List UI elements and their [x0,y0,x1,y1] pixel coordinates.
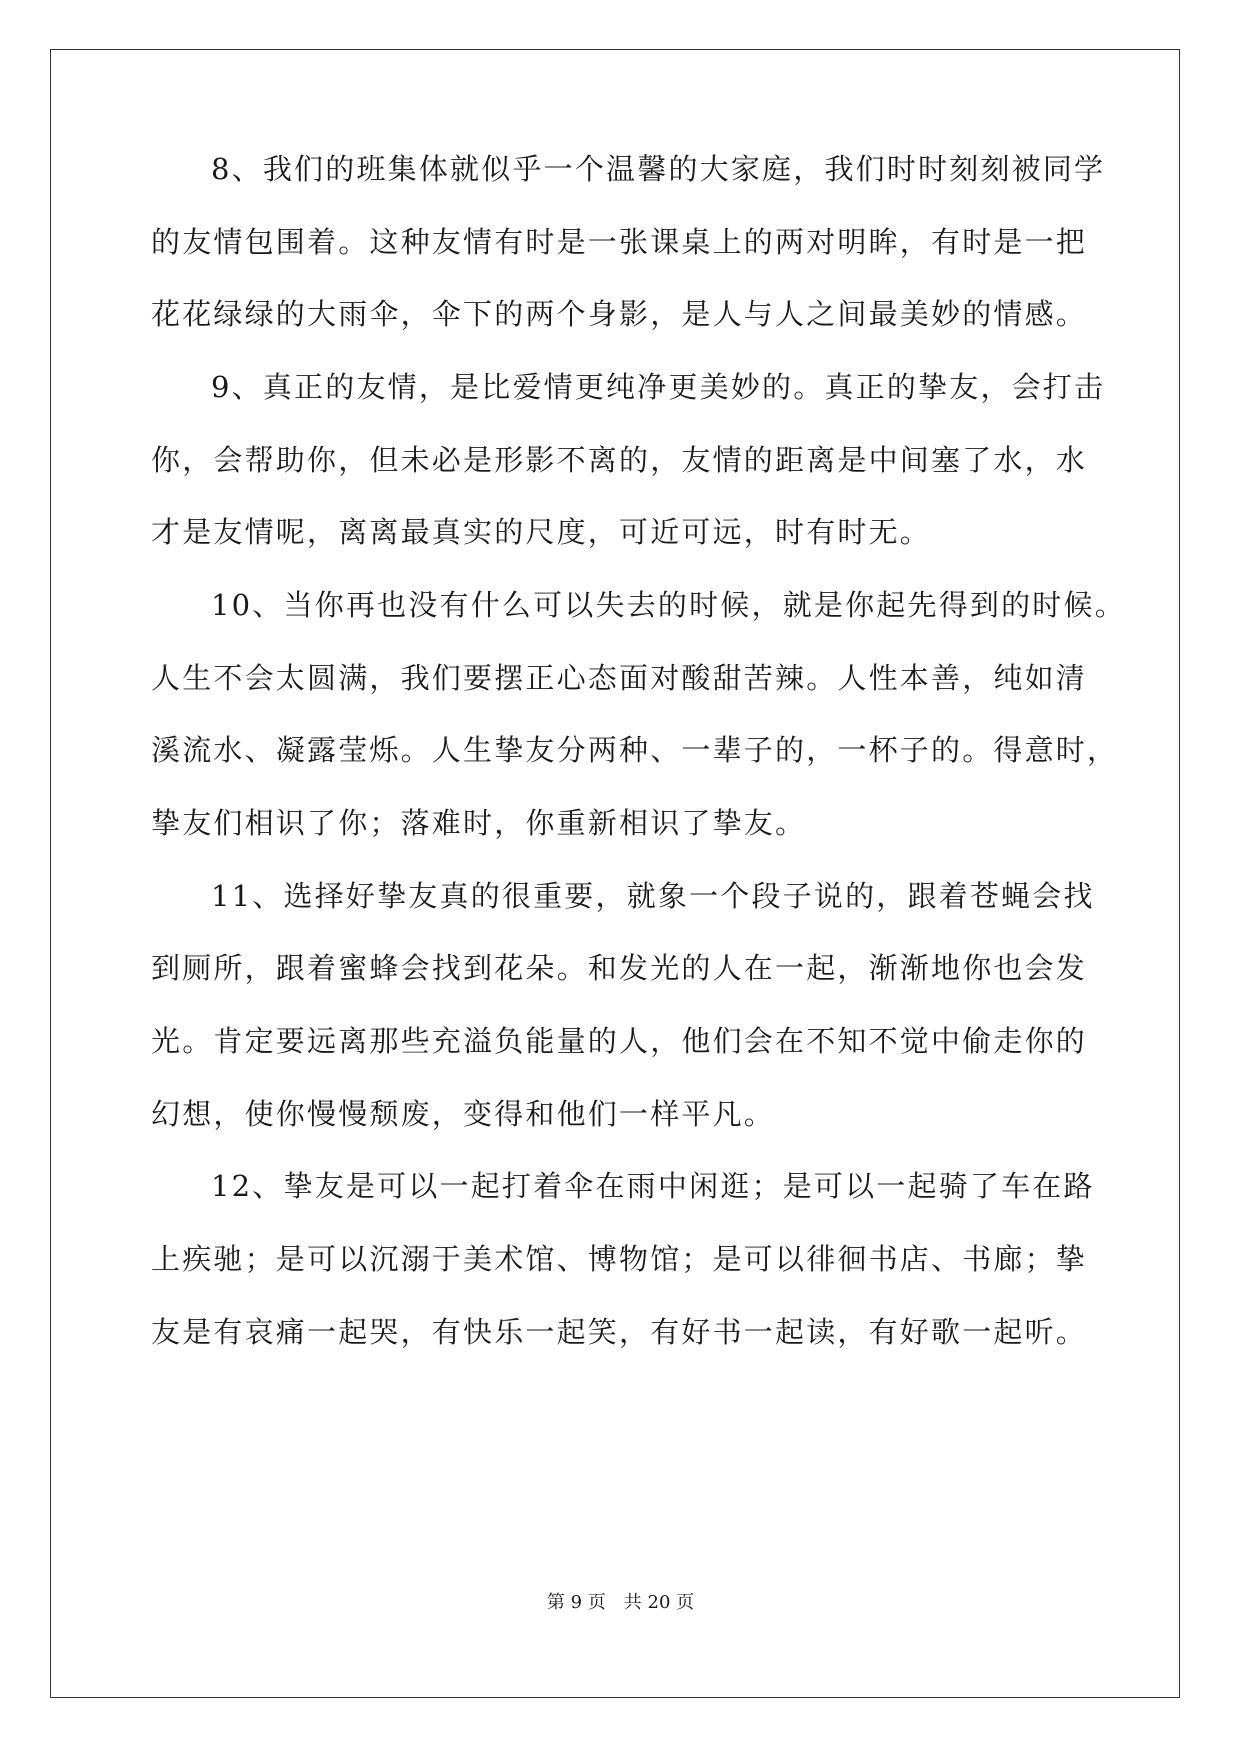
paragraph-line: 你，会帮助你，但未必是形影不离的，友情的距离是中间塞了水，水 [151,443,1088,477]
paragraph-line: 到厕所，跟着蜜蜂会找到花朵。和发光的人在一起，渐渐地你也会发 [151,951,1088,985]
page-footer: 第 9 页 共 20 页 [546,1592,695,1613]
paragraph-line: 才是友情呢，离离最真实的尺度，可近可远，时有时无。 [151,515,932,549]
paragraph-line: 溪流水、凝露莹烁。人生挚友分两种、一辈子的，一杯子的。得意时， [151,733,1119,767]
paragraph-line: 花花绿绿的大雨伞，伞下的两个身影，是人与人之间最美妙的情感。 [151,297,1088,331]
paragraph-line: 12、挚友是可以一起打着伞在雨中闲逛；是可以一起骑了车在路 [211,1169,1095,1203]
paragraph-line: 友是有哀痛一起哭，有快乐一起笑，有好书一起读，有好歌一起听。 [151,1315,1088,1349]
paragraph-line: 9、真正的友情，是比爱情更纯净更美妙的。真正的挚友，会打击 [211,370,1106,404]
paragraph-line: 幻想，使你慢慢颓废，变得和他们一样平凡。 [151,1097,776,1131]
paragraph-line: 上疾驰；是可以沉溺于美术馆、博物馆；是可以徘徊书店、书廊；挚 [151,1242,1088,1276]
paragraph-line: 挚友们相识了你；落难时，你重新相识了挚友。 [151,806,807,840]
paragraph-line: 光。肯定要远离那些充溢负能量的人，他们会在不知不觉中偷走你的 [151,1024,1088,1058]
paragraph-line: 人生不会太圆满，我们要摆正心态面对酸甜苦辣。人性本善，纯如清 [151,661,1088,695]
paragraph-line: 10、当你再也没有什么可以失去的时候，就是你起先得到的时候。 [211,588,1126,622]
paragraph-line: 8、我们的班集体就似乎一个温馨的大家庭，我们时时刻刻被同学 [211,152,1106,186]
paragraph-line: 11、选择好挚友真的很重要，就象一个段子说的，跟着苍蝇会找 [211,879,1095,913]
paragraph-line: 的友情包围着。这种友情有时是一张课桌上的两对明眸，有时是一把 [151,225,1088,259]
